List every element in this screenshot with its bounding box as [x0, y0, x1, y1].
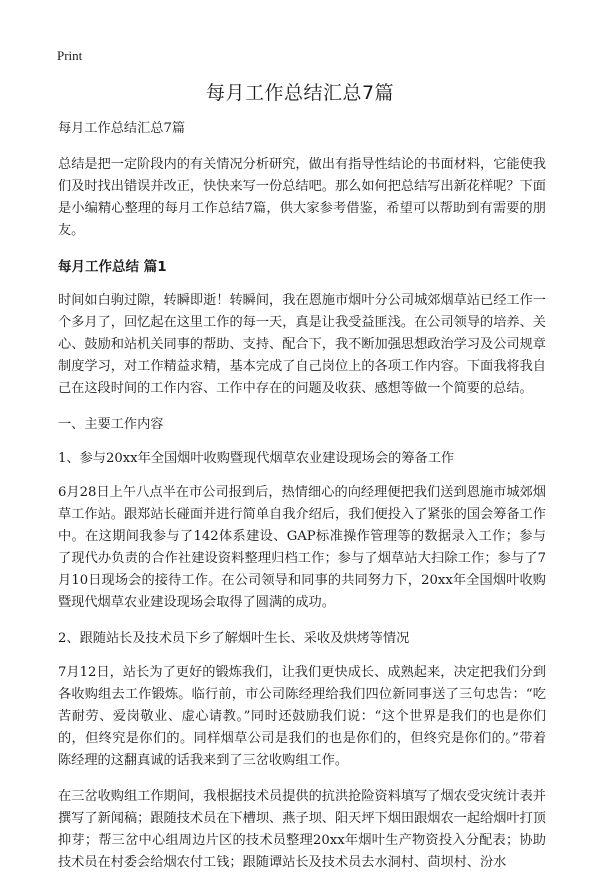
subheading-main-work: 一、主要工作内容	[58, 417, 164, 432]
intro-paragraph: 总结是把一定阶段内的有关情况分析研究，做出有指导性结论的书面材料，它能使我们及时找出错误并改正，快快来写一份总结吧。那么如何把总结写出新花样呢？下面是小编精心整理的每月工作总结7篇，供大家参考借鉴，希望可以帮助到有需要的朋友。	[58, 157, 546, 238]
subheading-item-1: 1、参与20xx年全国烟叶收购暨现代烟草农业建设现场会的筹备工作	[58, 451, 455, 466]
document-title: 每月工作总结汇总7篇	[205, 82, 395, 104]
body-paragraph: 7月12日，站长为了更好的锻炼我们，让我们更快成长、成熟起来，决定把我们分到各收购组去工作锻炼。临行前，市公司陈经理给我们四位新同事送了三句忠告：“吃苦耐劳、爱岗敬业、虚心请教。”同时还鼓励我们说：“这个世界是我们的也是你们的，但终究是你们的。同样烟草公司是我们的也是你们的，但终究是你们的。”带着陈经理的这翻真诚的话我来到了三岔收购组工作。	[58, 665, 546, 768]
body-paragraph: 在三岔收购组工作期间，我根据技术员提供的抗洪抢险资料填写了烟农受灾统计表并撰写了新闻稿；跟随技术员在下槽坝、燕子坝、阳天坪下烟田跟烟农一起给烟叶打顶抑芽；帮三岔中心组周边片区的技术员整理20xx年烟叶生产物资投入分配表；协助技术员在村委会给烟农付工钱；跟随谭站长及技术员去水洞村、茴坝村、汾水	[58, 789, 546, 870]
print-link[interactable]: Print	[57, 48, 83, 63]
document-body	[58, 118, 546, 888]
section-heading: 每月工作总结 篇1	[58, 259, 167, 275]
body-paragraph: 6月28日上午八点半在市公司报到后，热情细心的向经理便把我们送到恩施市城郊烟草工作站。跟郑站长碰面并进行简单自我介绍后，我们便投入了紧张的国会筹备工作中。在这期间我参与了142体系建设、GAP标准操作管理等的数据录入工作；参与了现代办负责的合作社建设资料整理归档工作；参与了烟草站大扫除工作；参与了7月10日现场会的接待工作。在公司领导和同事的共同努力下，20xx年全国烟叶收购暨现代烟草农业建设现场会取得了圆满的成功。	[58, 485, 546, 610]
body-paragraph: 时间如白驹过隙，转瞬即逝！转瞬间，我在恩施市烟叶分公司城郊烟草站已经工作一个多月了，回忆起在这里工作的每一天，真是让我受益匪浅。在公司领导的培养、关心、鼓励和站机关同事的帮助、支持、配合下，我不断加强思想政治学习及公司规章制度学习，对工作精益求精，基本完成了自己岗位上的各项工作内容。下面我将我自己在这段时间的工作内容、工作中存在的问题及收获、感想等做一个简要的总结。	[58, 293, 546, 396]
subheading-item-2: 2、跟随站长及技术员下乡了解烟叶生长、采收及烘烤等情况	[58, 631, 410, 646]
document-subtitle: 每月工作总结汇总7篇	[58, 121, 186, 136]
